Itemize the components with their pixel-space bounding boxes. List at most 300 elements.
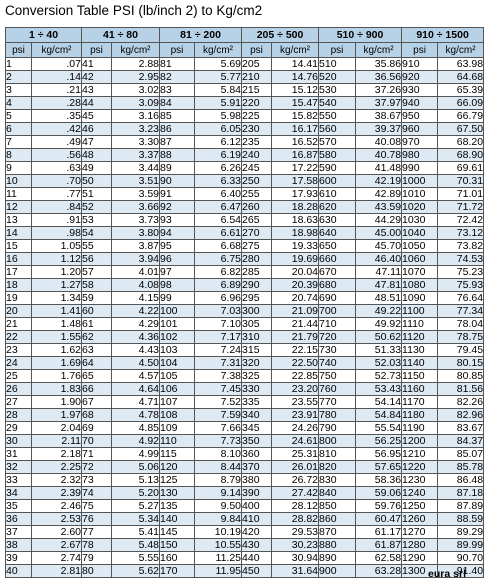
psi-cell: 29 [6,422,32,435]
psi-cell: 53 [82,214,112,227]
kg-cell: 1.20 [32,266,82,279]
range-header-row [6,28,484,43]
kg-cell: 47.81 [356,279,402,292]
kg-cell: 5.13 [112,474,160,487]
psi-cell: 42 [82,71,112,84]
table-row [6,513,484,526]
table-row [6,500,484,513]
psi-cell: 99 [160,292,195,305]
kg-cell: 10.55 [195,539,242,552]
psi-cell: 13 [6,214,32,227]
kg-cell: 80.85 [438,370,484,383]
kg-cell: 52.73 [356,370,402,383]
psi-column-header: psi [160,43,195,58]
psi-cell: 84 [160,97,195,110]
kg-cell: 31.64 [272,565,319,578]
kg-cell: 4.15 [112,292,160,305]
psi-cell: 440 [242,552,272,565]
table-row [6,97,484,110]
psi-cell: 125 [160,474,195,487]
kg-cell: 4.57 [112,370,160,383]
psi-cell: 1190 [402,422,438,435]
kg-cell: 49.92 [356,318,402,331]
kg-cell: 36.56 [356,71,402,84]
kg-cell: 39.37 [356,123,402,136]
kg-cell: .70 [32,175,82,188]
psi-cell: 107 [160,396,195,409]
table-row [6,279,484,292]
kg-cell: 73.12 [438,227,484,240]
kg-cell: 3.51 [112,175,160,188]
kg-cell: 38.67 [356,110,402,123]
kg-cell: 78.75 [438,331,484,344]
kg-cell: 30.94 [272,552,319,565]
psi-cell: 1100 [402,305,438,318]
psi-cell: 1260 [402,513,438,526]
psi-cell: 34 [6,487,32,500]
psi-cell: 250 [242,175,272,188]
psi-cell: 820 [319,461,356,474]
psi-cell: 1290 [402,552,438,565]
kg-cell: 63.98 [438,58,484,71]
kg-cell: 22.15 [272,344,319,357]
psi-cell: 61 [82,318,112,331]
psi-cell: 305 [242,318,272,331]
psi-cell: 160 [160,552,195,565]
psi-cell: 46 [82,123,112,136]
psi-cell: 1150 [402,370,438,383]
kg-cell: 2.53 [32,513,82,526]
table-row [6,565,484,578]
psi-cell: 530 [319,84,356,97]
kg-cell: 72.42 [438,214,484,227]
kg-cell: 89.99 [438,539,484,552]
psi-cell: 44 [82,97,112,110]
range-header: 1 ÷ 40 [6,28,82,43]
kg-column-header: kg/cm² [32,43,82,58]
psi-cell: 700 [319,305,356,318]
psi-cell: 11 [6,188,32,201]
kg-cell: 4.22 [112,305,160,318]
kg-cell: 91.40 [438,565,484,578]
table-row [6,149,484,162]
page-title: Conversion Table PSI (lb/inch 2) to Kg/cm2 [5,3,263,18]
psi-cell: 830 [319,474,356,487]
table-row [6,305,484,318]
psi-cell: 10 [6,175,32,188]
psi-cell: 600 [319,175,356,188]
kg-cell: 6.19 [195,149,242,162]
psi-cell: 78 [82,539,112,552]
kg-cell: 77.34 [438,305,484,318]
psi-cell: 24 [6,357,32,370]
kg-cell: 85.07 [438,448,484,461]
kg-cell: .98 [32,227,82,240]
psi-column-header: psi [82,43,112,58]
psi-cell: 860 [319,513,356,526]
psi-cell: 81 [160,58,195,71]
kg-cell: 2.81 [32,565,82,578]
kg-cell: 64.68 [438,71,484,84]
psi-cell: 6 [6,123,32,136]
kg-cell: 4.85 [112,422,160,435]
psi-cell: 80 [82,565,112,578]
kg-cell: 74.53 [438,253,484,266]
table-row [6,539,484,552]
kg-cell: 6.40 [195,188,242,201]
psi-cell: 39 [6,552,32,565]
kg-cell: 4.43 [112,344,160,357]
psi-cell: 285 [242,266,272,279]
table-row [6,58,484,71]
kg-cell: 3.02 [112,84,160,97]
kg-cell: 6.26 [195,162,242,175]
kg-cell: 4.08 [112,279,160,292]
psi-cell: 710 [319,318,356,331]
psi-cell: 730 [319,344,356,357]
table-row [6,318,484,331]
kg-cell: 1.55 [32,331,82,344]
psi-cell: 260 [242,201,272,214]
range-header: 510 ÷ 900 [319,28,402,43]
kg-column-header: kg/cm² [112,43,160,58]
kg-cell: .14 [32,71,82,84]
kg-cell: 5.98 [195,110,242,123]
psi-cell: 900 [319,565,356,578]
kg-cell: 15.82 [272,110,319,123]
kg-cell: 3.66 [112,201,160,214]
psi-cell: 290 [242,279,272,292]
kg-cell: 71.72 [438,201,484,214]
kg-cell: 4.01 [112,266,160,279]
psi-cell: 1000 [402,175,438,188]
kg-cell: 87.89 [438,500,484,513]
psi-cell: 145 [160,526,195,539]
kg-column-header: kg/cm² [272,43,319,58]
kg-cell: 2.25 [32,461,82,474]
psi-cell: 1240 [402,487,438,500]
kg-cell: 48.51 [356,292,402,305]
psi-cell: 98 [160,279,195,292]
kg-cell: .91 [32,214,82,227]
psi-cell: 920 [402,71,438,84]
kg-cell: 88.59 [438,513,484,526]
kg-cell: 90.70 [438,552,484,565]
kg-cell: 25.31 [272,448,319,461]
kg-cell: .84 [32,201,82,214]
psi-cell: 22 [6,331,32,344]
psi-cell: 560 [319,123,356,136]
kg-cell: 5.34 [112,513,160,526]
psi-cell: 32 [6,461,32,474]
kg-cell: 3.87 [112,240,160,253]
kg-cell: 2.11 [32,435,82,448]
kg-cell: 7.73 [195,435,242,448]
kg-cell: 15.12 [272,84,319,97]
kg-cell: 1.69 [32,357,82,370]
kg-cell: 4.92 [112,435,160,448]
table-row [6,435,484,448]
table-row [6,396,484,409]
psi-cell: 54 [82,227,112,240]
conversion-table [5,27,484,578]
table-row [6,474,484,487]
kg-cell: 2.88 [112,58,160,71]
psi-cell: 9 [6,162,32,175]
psi-cell: 880 [319,539,356,552]
psi-cell: 57 [82,266,112,279]
kg-cell: 2.39 [32,487,82,500]
kg-cell: 21.44 [272,318,319,331]
psi-cell: 83 [160,84,195,97]
psi-cell: 220 [242,97,272,110]
kg-cell: 22.85 [272,370,319,383]
psi-cell: 205 [242,58,272,71]
psi-cell: 130 [160,487,195,500]
psi-cell: 1120 [402,331,438,344]
table-row [6,110,484,123]
kg-cell: 24.26 [272,422,319,435]
kg-cell: 2.60 [32,526,82,539]
psi-cell: 88 [160,149,195,162]
psi-cell: 750 [319,370,356,383]
table-row [6,422,484,435]
psi-cell: 135 [160,500,195,513]
kg-cell: 26.01 [272,461,319,474]
kg-cell: 5.41 [112,526,160,539]
kg-cell: 20.39 [272,279,319,292]
kg-cell: 11.95 [195,565,242,578]
kg-cell: 3.30 [112,136,160,149]
table-row [6,344,484,357]
psi-cell: 1110 [402,318,438,331]
kg-cell: 5.48 [112,539,160,552]
psi-cell: 108 [160,409,195,422]
psi-cell: 280 [242,253,272,266]
kg-cell: 20.74 [272,292,319,305]
kg-cell: 3.59 [112,188,160,201]
psi-cell: 1010 [402,188,438,201]
psi-cell: 360 [242,448,272,461]
psi-cell: 990 [402,162,438,175]
kg-cell: 8.10 [195,448,242,461]
kg-cell: 6.68 [195,240,242,253]
psi-cell: 1180 [402,409,438,422]
kg-cell: 26.72 [272,474,319,487]
psi-cell: 38 [6,539,32,552]
kg-cell: 19.33 [272,240,319,253]
psi-cell: 940 [402,97,438,110]
psi-cell: 275 [242,240,272,253]
psi-cell: 1040 [402,227,438,240]
psi-cell: 97 [160,266,195,279]
table-row [6,136,484,149]
table-row [6,227,484,240]
psi-cell: 95 [160,240,195,253]
kg-cell: 66.79 [438,110,484,123]
kg-cell: 75.23 [438,266,484,279]
psi-cell: 1210 [402,448,438,461]
kg-cell: 1.12 [32,253,82,266]
kg-cell: 7.38 [195,370,242,383]
psi-cell: 235 [242,136,272,149]
psi-cell: 1170 [402,396,438,409]
psi-cell: 610 [319,188,356,201]
psi-cell: 8 [6,149,32,162]
psi-cell: 52 [82,201,112,214]
psi-cell: 255 [242,188,272,201]
psi-cell: 28 [6,409,32,422]
kg-cell: .42 [32,123,82,136]
psi-cell: 950 [402,110,438,123]
kg-cell: 10.19 [195,526,242,539]
psi-cell: 5 [6,110,32,123]
psi-cell: 56 [82,253,112,266]
psi-cell: 93 [160,214,195,227]
kg-cell: 17.22 [272,162,319,175]
psi-cell: 63 [82,344,112,357]
kg-cell: 23.20 [272,383,319,396]
psi-cell: 1230 [402,474,438,487]
kg-cell: 8.44 [195,461,242,474]
psi-cell: 20 [6,305,32,318]
psi-cell: 520 [319,71,356,84]
kg-cell: 2.32 [32,474,82,487]
kg-cell: 28.82 [272,513,319,526]
kg-cell: 6.82 [195,266,242,279]
kg-cell: 2.67 [32,539,82,552]
psi-cell: 420 [242,526,272,539]
kg-cell: 3.94 [112,253,160,266]
psi-cell: 510 [319,58,356,71]
psi-cell: 450 [242,565,272,578]
psi-cell: 850 [319,500,356,513]
psi-cell: 295 [242,292,272,305]
psi-cell: 350 [242,435,272,448]
psi-cell: 1 [6,58,32,71]
kg-cell: 15.47 [272,97,319,110]
kg-cell: 17.93 [272,188,319,201]
psi-cell: 265 [242,214,272,227]
psi-cell: 780 [319,409,356,422]
kg-cell: 1.76 [32,370,82,383]
table-row [6,357,484,370]
kg-cell: .63 [32,162,82,175]
table-row [6,253,484,266]
kg-cell: 5.55 [112,552,160,565]
kg-cell: 50.62 [356,331,402,344]
kg-cell: 27.42 [272,487,319,500]
psi-column-header: psi [6,43,32,58]
kg-cell: 54.84 [356,409,402,422]
kg-cell: 1.41 [32,305,82,318]
kg-cell: 59.06 [356,487,402,500]
psi-cell: 72 [82,461,112,474]
psi-cell: 760 [319,383,356,396]
table-row [6,292,484,305]
kg-cell: 68.20 [438,136,484,149]
kg-cell: 49.22 [356,305,402,318]
psi-cell: 36 [6,513,32,526]
psi-cell: 35 [6,500,32,513]
kg-cell: 42.19 [356,175,402,188]
kg-cell: 58.36 [356,474,402,487]
kg-cell: 23.55 [272,396,319,409]
psi-cell: 49 [82,162,112,175]
kg-cell: 3.09 [112,97,160,110]
table-row [6,448,484,461]
psi-cell: 64 [82,357,112,370]
kg-cell: 29.53 [272,526,319,539]
psi-cell: 740 [319,357,356,370]
kg-cell: 7.59 [195,409,242,422]
psi-cell: 90 [160,175,195,188]
kg-cell: 57.65 [356,461,402,474]
psi-cell: 335 [242,396,272,409]
psi-cell: 21 [6,318,32,331]
kg-cell: 71.01 [438,188,484,201]
kg-cell: 66.09 [438,97,484,110]
psi-cell: 1020 [402,201,438,214]
kg-cell: 4.36 [112,331,160,344]
psi-cell: 650 [319,240,356,253]
kg-cell: 85.78 [438,461,484,474]
psi-cell: 980 [402,149,438,162]
psi-cell: 74 [82,487,112,500]
psi-cell: 12 [6,201,32,214]
psi-cell: 73 [82,474,112,487]
psi-cell: 104 [160,357,195,370]
psi-cell: 69 [82,422,112,435]
psi-cell: 225 [242,110,272,123]
table-row [6,71,484,84]
table-row [6,526,484,539]
kg-cell: 4.29 [112,318,160,331]
kg-cell: .77 [32,188,82,201]
psi-cell: 89 [160,162,195,175]
kg-cell: .49 [32,136,82,149]
table-row [6,461,484,474]
kg-column-header: kg/cm² [438,43,484,58]
psi-cell: 30 [6,435,32,448]
table-row [6,240,484,253]
psi-cell: 1090 [402,292,438,305]
psi-cell: 77 [82,526,112,539]
psi-cell: 890 [319,552,356,565]
psi-cell: 1060 [402,253,438,266]
table-row [6,383,484,396]
psi-cell: 19 [6,292,32,305]
psi-cell: 7 [6,136,32,149]
kg-cell: 41.48 [356,162,402,175]
psi-cell: 14 [6,227,32,240]
kg-cell: 7.45 [195,383,242,396]
range-header: 81 ÷ 200 [160,28,242,43]
kg-cell: 61.17 [356,526,402,539]
kg-cell: 1.48 [32,318,82,331]
psi-cell: 345 [242,422,272,435]
kg-cell: 9.14 [195,487,242,500]
psi-cell: 75 [82,500,112,513]
psi-cell: 40 [6,565,32,578]
kg-cell: 40.08 [356,136,402,149]
psi-cell: 27 [6,396,32,409]
psi-cell: 17 [6,266,32,279]
psi-cell: 210 [242,71,272,84]
psi-cell: 590 [319,162,356,175]
kg-cell: 6.61 [195,227,242,240]
psi-cell: 870 [319,526,356,539]
